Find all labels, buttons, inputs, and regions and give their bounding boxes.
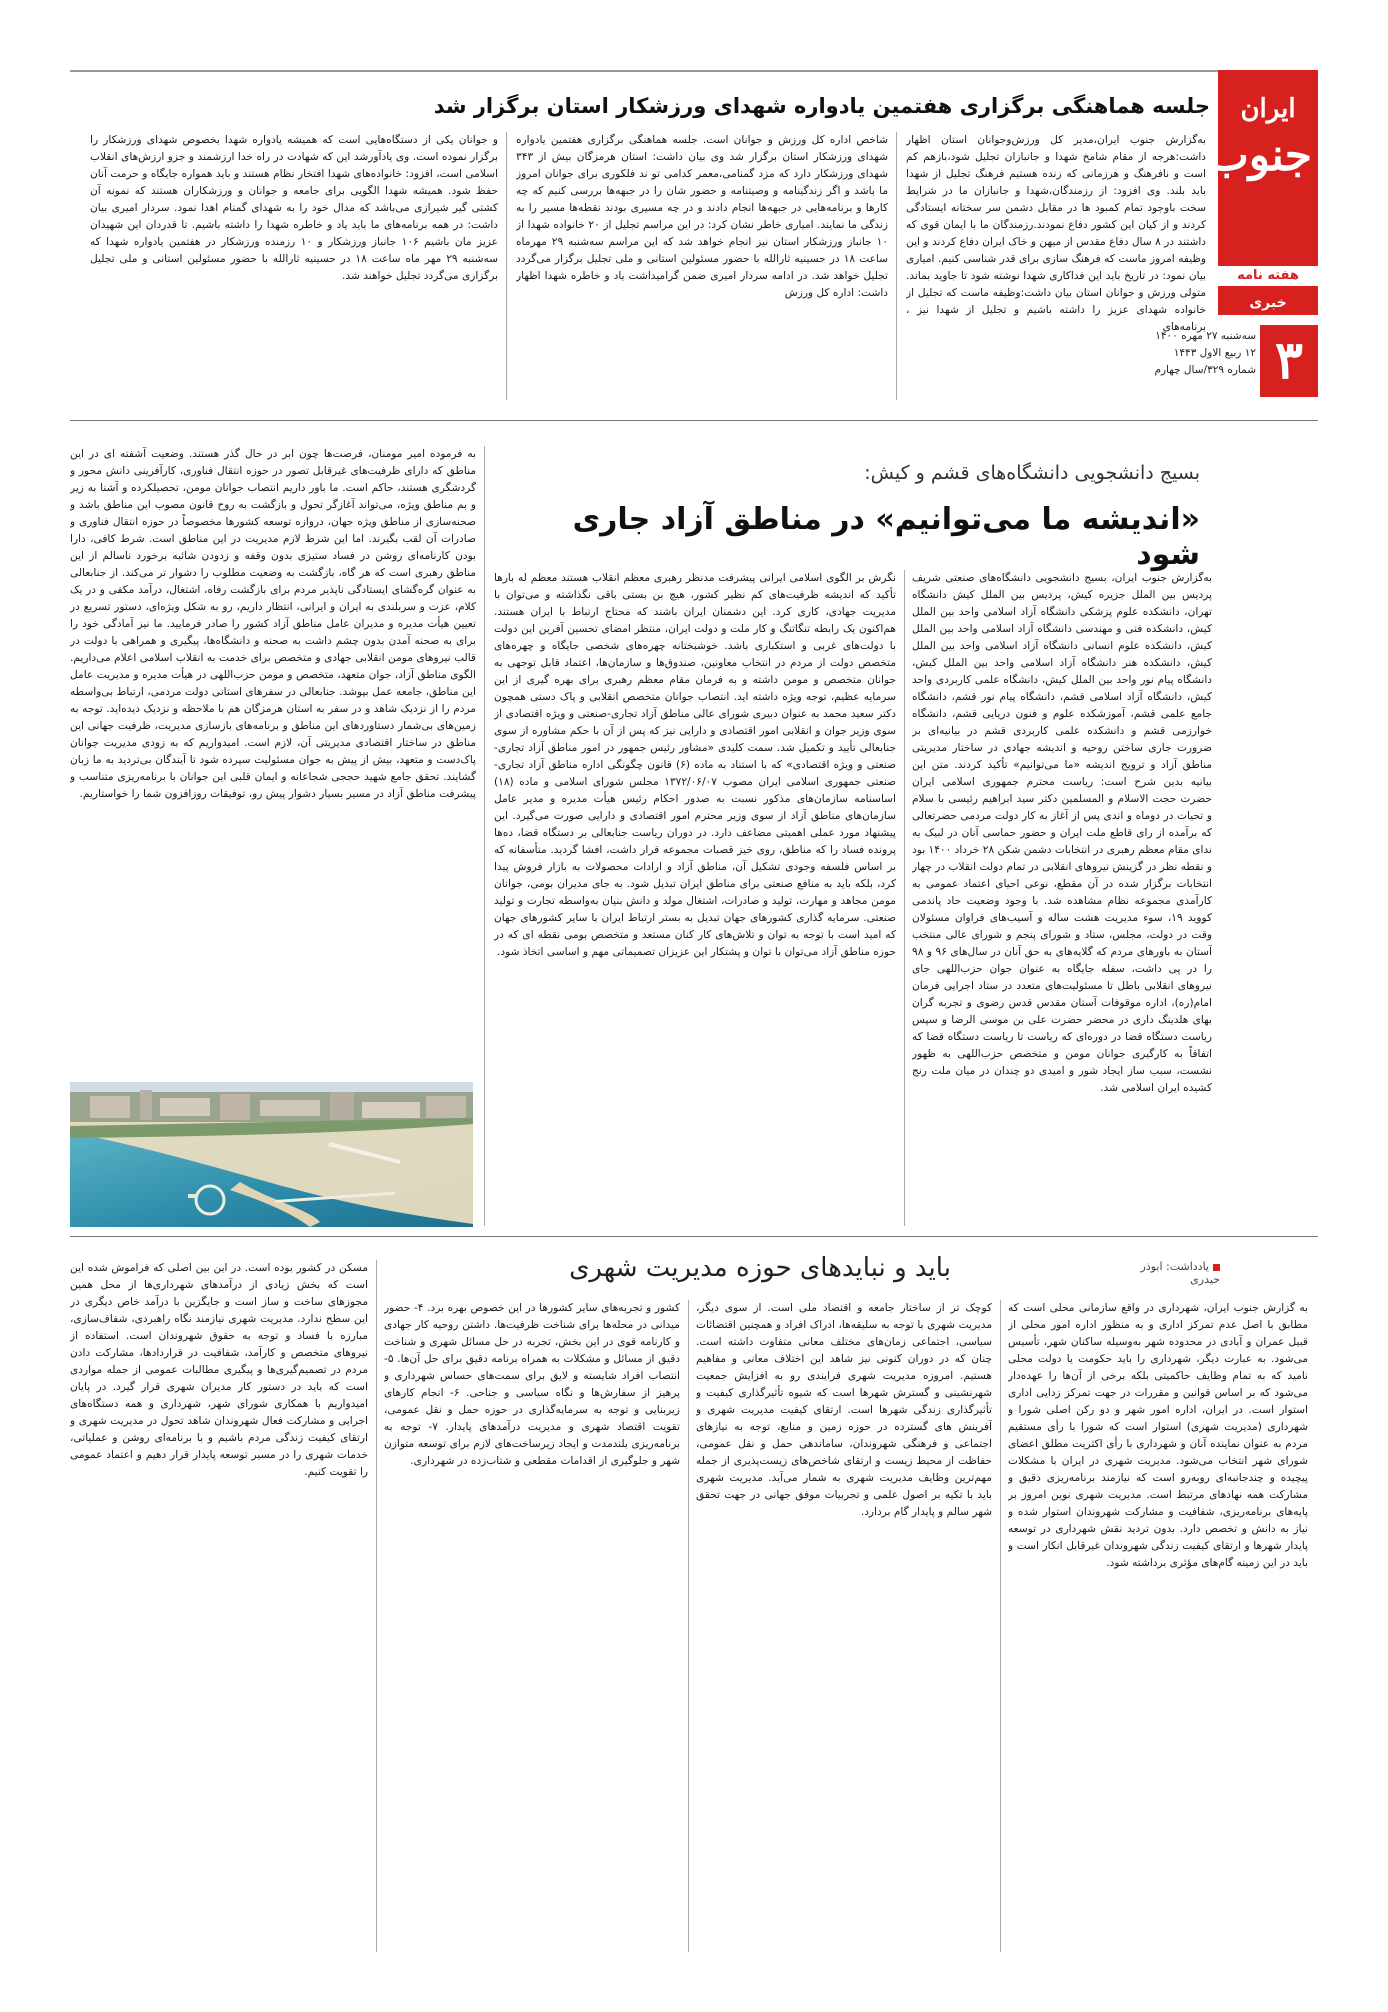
byline-bullet-icon	[1213, 1264, 1220, 1271]
article1-headline: جلسه هماهنگی برگزاری هفتمین یادواره شهدای ورزشکار استان برگزار شد	[433, 94, 1210, 118]
date-line: سه‌شنبه ۲۷ مهره ۱۴۰۰	[1155, 330, 1256, 342]
article2-column: نگرش بر الگوی اسلامی ایرانی پیشرفت مدنظر رهبری معظم انقلاب هستند معظم له بارها تأکید که اندیشه ظرفیت‌های کم نظیر کشور، هیچ بن بستی باقی نگذاشته و می‌توان با مدیریت جهادی، کاری کرد. این دشمنان ایران باشند که محتاج ارتباط با ایران هستند. هم‌اکنون یک رابطه تنگاتنگ و کار ملت و دولت ایران، منتظر امضای تحسین آفرین این دولت با دولت‌های غربی و استکباری باشد. خوشبختانه چهره‌های شخصی جایگاه و چهره‌های متخصص دولت از مردم در انتخاب معاونین، صندوق‌ها و سازمان‌ها، اعتماد قابل توجهی به جوانان متخصص و مومن داشته و به فرمان مقام معظم رهبری برای بهره گیری از این سرمایه عظیم، توجه ویژه داشته اید. انتصاب جوانان متخصص انقلابی و پاک دستی همچون دکتر سعید محمد به عنوان دبیری شورای عالی مناطق آزاد تجاری-صنعتی و ویژه اقتصادی از سوی وزیر جوان و انقلابی امور اقتصادی و دارایی نیز که پس از آن با حکم مشاوره از سوی جنابعالی تأیید و تکمیل شد. سمت کلیدی «مشاور رئیس جمهور در امور مناطق آزاد تجاری-صنعتی و ویژه اقتصادی» که با استناد به ماده (۶) قانون چگونگی اداره مناطق آزاد تجاری-صنعتی جمهوری اسلامی ایران مصوب ۱۳۷۲/۰۶/۰۷ مجلس شورای اسلامی و ماده (۱۸) اساسنامه سازمان‌های مذکور نسبت به صدور احکام رئیس هیأت مدیره و مدیر عامل سازمان‌های مناطق آزاد از سوی وزیر محترم امور اقتصادی و دارایی صورت می‌گیرد. این پیشنهاد مورد عملی اهمیتی مضاعف دارد. در دوران ریاست جنابعالی بر دستگاه قضا، ده‌ها پرونده فساد را که مناطق، روی خیز قصبات مجموعه قرار داشت، افشا گردید. متأسفانه که بر اساس فلسفه وجودی تشکیل آن، مناطق آزاد و ارادات محصولات به بازار فروش پیدا کرد، بلکه باید به منافع صنعتی برای مناطق ایران تبدیل شود. به جای مدیران بومی، جوانان مومن مجاهد و مهارت، تولید و صادرات، اشتغال مولد و دانش بنیان به‌واسطه تجارت و تولید صنعتی. سرمایه گذاری کشورهای جهان تبدیل به بستر ارتباط ایران با سایر کشورهای جهان که امید است با توجه به توان و تلاش‌های کار کنان مستعد و متخصص بومی نقطه ای که در حوزه مناطق آزاد می‌توان با توان و پشتکار این عزیزان تصمیماتی مهم و اساسی اتخاذ شود.	[494, 572, 896, 958]
article1-column: شاخص اداره کل ورزش و جوانان است. جلسه هماهنگی برگزاری هفتمین یادواره شهدای ورزشکار استان برگزار شد وی بیان داشت: استان هرمزگان بیش از ۳۴۳ شهدای ورزشکار دارد که مزد گمنامی،معمر کدامی تو ند فلکوری برای جوانان امروز ما باشد و اگر زندگینامه و وصیتنامه و حضور شان را در جبهه‌ها بررسی کنیم که چه کارها و برنامه‌هایی در جبهه‌ها انجام دادند و در چه مسیری بودند نقطه‌ها مسیر را به زندگی ما نمایند. امیاری خاطر نشان کرد: در این مراسم تجلیل از ۲۰ خانواده شهدا از ۱۰ جانباز ورزشکار استان نیز انجام خواهد شد که این مراسم سه‌شنبه ۲۹ مهرماه ساعت ۱۸ در حسینیه ثارالله با حضور مسئولین استانی و ملی تجلیل برگزار می‌گردد تجلیل خواهد شد. در ادامه سردار امیری ضمن گرامیداشت یاد و خاطره شهدا اظهار داشت: اداره کل ورزش	[516, 134, 888, 299]
logo-red-block	[1207, 70, 1318, 315]
article2-column: به فرموده امیر مومنان، فرصت‌ها چون ابر در حال گذر هستند. وضعیت آشفته ای در این مناطق که دارای ظرفیت‌های غیرقابل تصور در حوزه انتقال فناوری، کارآفرینی دانش محور و گردشگری هستند، حاکم است. ما باور داریم انتصاب جوانان مومن، تحصیلکرده و آشنا به زیر و بم مناطق ویژه، می‌تواند آغازگر تحول و بازگشت به روح قانون مصوب این مناطق باشد و صحنه‌سازی از مناطق ویژه جهان، دروازه توسعه کشورها مخصوصاً در حوزه انتقال فناوری و صادرات آن لقب بگیرند. اما این شرط لازم مدیریت در این مناطق است. شرط کافی، دارا بودن کارنامه‌ای روشن در فساد ستیزی بدون وقفه و زدودن شائبه برخورد ناسالم از این مناطق رهبری است که هر گاه، بازگشت به وضعیت مطلوب را دشوار تر می‌کند. از جنابعالی به عنوان گره‌گشای ایستادگی ناپذیر مردم برای بازگشت رفاه، اشتغال، درآمد مکفی و در یک کلام، عزت و سربلندی به ایران و ایرانی، انتظار داریم، رو به شکل ویژه‌ای، دستور تسریع در تعیین هیأت مدیره و مدیران عامل مناطق آزاد کشور را صادر فرمایید. ما نیز آمادگی خود را برای به صحنه آمدن بدون چشم داشت به صحنه و دانشگاه‌ها، پیگیری و همراهی با دولت در قالب نیروهای مومن انقلابی جهادی و متخصص برای خدمت به انقلاب اسلامی اعلام می‌داریم. الگوی مناطق آزاد، جوان متعهد، متخصص و مومن حزب‌اللهی در هیأت مدیره و مدیریت عامل این مناطق، جامعه عمل بپوشد. جنابعالی در سفرهای استانی دولت مردمی، ارتباط بی‌واسطه مردم را از نزدیک شاهد و در سفر به استان هرمزگان هم با ملاحظه و نزدیک دیده‌اید. توجه به زمین‌های بی‌شمار دستاوردهای این مناطق و برنامه‌های بازسازی مدیریت، ظرفیت جهانی این مناطق در ساختار اقتصادی مدیریتی آن، لازم است. امیدواریم که به زودی مدیریت جوانان پاک‌دست و متعهد، بیش از پیش به جوان مسئولیت سپرده شود تا آیندگان بی‌تردید به ما زبان گشایند. تحقق جامع شهید حججی شجاعانه و ایمان قلبی این جوانان با برنامه‌ریزی متناسب و پیشرفت مناطق آزاد در مسیر بسیار دشوار پیش رو، توفیقات روزافزون شما را خواستاریم.	[70, 448, 476, 800]
column-divider	[484, 446, 485, 1226]
coastline-aerial-photo	[70, 1082, 473, 1227]
page-number: ۳	[1260, 325, 1318, 397]
article3-column: کشور و تجربه‌های سایر کشورها در این خصوص بهره برد. ۴- حضور میدانی در محله‌ها برای شناخت ظرفیت‌ها. داشتن روحیه کار جهادی و کارنامه قوی در این بخش، تجربه در حل مسائل شهری و شناخت دقیق از مسائل و مشکلات به همراه برنامه دقیق برای حل آن‌ها. ۵- انتصاب افراد شایسته و لایق برای سمت‌های حساس شهرداری و پرهیز از سفارش‌ها و نگاه سیاسی و جناحی. ۶- انجام کارهای زیربنایی و توجه به سرمایه‌گذاری در حوزه حمل و نقل عمومی، تقویت اقتصاد شهری و مدیریت درآمدهای پایدار. ۷- توجه به برنامه‌ریزی بلندمدت و ایجاد زیرساخت‌های لازم برای توسعه متوازن شهر و جلوگیری از اقدامات مقطعی و شتاب‌زده در شهرداری.	[384, 1302, 680, 1467]
column-divider	[506, 132, 507, 400]
article1-column: به‌گزارش جنوب ایران،مدیر کل ورزش‌وجوانان استان اظهار داشت:هرجه از مقام شامخ شهدا و جانبازان تجلیل شود،بازهم کم است و نافرهنگ و هرزمانی که زنده هستیم فرهنگ تجلیل از شهدا باید بلند. وی افزود: از رزمندگان،شهدا و جانبازان ما در شرایط سخت باوجود تمام کمبود ها در مقابل دشمن سر سختانه ایستادگی کردند و از کیان این کشور دفاع نمودند.رزمندگان ما با ایمان قوی که داشتند در ۸ سال دفاع مقدس از میهن و خاک ایران دفاع کردند و این وظیفه امروز ماست که فرهنگ سازی برای قدر شناسی کنیم. امیاری بیان نمود: در تاریخ باید این فداکاری شهدا نوشته شود تا جاوید بماند. متولی ورزش و جوانان استان بیان داشت:وظیفه ماست که تجلیل از خانواده شهدای عزیز را داشته باشیم و تجلیل از شهدا نیز ، برنامه‌های	[906, 134, 1206, 333]
column-divider	[688, 1300, 689, 1952]
logo-wordmark	[1207, 94, 1312, 188]
article3-column: کوچک تر از ساختار جامعه و اقتصاد ملی است. از سوی دیگر، مدیریت شهری با توجه به سلیقه‌ها، ادراک افراد و همچنین اقتضائات سیاسی، اجتماعی زمان‌های مختلف معانی متفاوت داشته است. چنان که در دوران کنونی نیز شاهد این اختلاف معانی و مفاهیم هستیم. امروزه مدیریت شهری فرایندی رو به افزایش جمعیت شهرنشینی و گسترش شهرها است که شیوه تأثیرگذاری کیفیت و تأثیرگذاری زندگی شهرها است. ارتقای کیفیت مدیریت شهری و آفرینش های گسترده در حوزه زمین و منابع، توجه به نیازهای اجتماعی و فرهنگی شهروندان، ساماندهی حمل و نقل عمومی، حفاظت از محیط زیست و ارتقای شاخص‌های زیست‌پذیری از جمله مهم‌ترین وظایف مدیریت شهری به شمار می‌آید. مدیریت شهری باید با تکیه بر اصول علمی و تجربیات موفق جهانی در جهت تحقق شهر سالم و پایدار گام بردارد.	[696, 1302, 992, 1518]
date-line: ۱۲ ربیع الاول ۱۴۴۳	[1173, 347, 1256, 359]
section-rule	[70, 420, 1318, 421]
byline-label: یادداشت	[1169, 1260, 1209, 1273]
section-rule	[70, 1236, 1318, 1237]
byline-author: ابوذر حیدری	[1140, 1260, 1220, 1286]
coastline-photo-image	[70, 1082, 473, 1227]
article3-headline: باید و نباید‌های حوزه مدیریت شهری	[569, 1253, 951, 1283]
weekly-label: هفته نامه	[1218, 266, 1318, 286]
article1-column: و جوانان یکی از دستگاه‌هایی است که همیشه یادواره شهدا بخصوص شهدای ورزشکار را برگزار نموده است. وی یادآورشد این که شهادت در راه خدا ارزشمند و جزو ارزش‌های انقلاب اسلامی است، افزود: خانواده‌های شهدا افتخار نظام هستند و باید همواره جایگاه و حرمت آنان حفظ شود. همیشه شهدا الگویی برای جامعه و جوانان و ورزشکاران هستند که نمونه آن کشتی گیر شیرازی می‌باشد که مدال خود را به شهدای گمنام اهدا نمود. سردار امیری بیان داشت: در همه برنامه‌های ما باید یاد و خاطره شهدا را داشته باشیم. تا قدردان این شهیدان عزیز مان باشیم ۱۰۶ جانباز ورزشکار و ۱۰ رزمنده ورزشکار در هفتمین یادواره شهدا که سه‌شنبه ۲۹ مهر ماه ساعت ۱۸ در حسینیه ثارالله با حضور مسئولین استانی و ملی تجلیل برگزاری می‌گردد تجلیل خواهند شد.	[90, 134, 498, 282]
article2-headline: «اندیشه ما می‌توانیم» در مناطق آزاد جاری شود	[572, 502, 1200, 572]
date-line: شماره ۳۲۹/سال چهارم	[1154, 364, 1256, 376]
article2-column: به‌گزارش جنوب ایران، بسیج دانشجویی دانشگاه‌های صنعتی شریف پردیس بین الملل جزیره کیش، پردیس بین الملل کیش دانشگاه تهران، دانشکده علوم پزشکی دانشگاه آزاد اسلامی واحد بین الملل کیش، دانشکده فنی و مهندسی دانشگاه آزاد اسلامی واحد بین الملل کیش، دانشکده علوم انسانی دانشگاه آزاد اسلامی واحد بین الملل کیش، دانشکده هنر دانشگاه آزاد اسلامی واحد بین الملل کیش، دانشگاه پیام نور واحد بین الملل کیش، دانشگاه علمی کاربردی واحد کیش، دانشگاه آزاد اسلامی قشم، دانشگاه پیام نور قشم، دانشگاه جامع علمی قشم، آموزشکده علوم و فنون دریایی قشم، دانشگاه خوارزمی قشم و دانشکده علمی کاربردی قشم در بیانیه‌ای بر ضرورت جاری ساختن روحیه و اندیشه جهادی در ساختار مدیریتی مناطق آزاد و ترویج اندیشه «ما می‌توانیم» تأکید کردند. متن این بیانیه بدین شرح است: ریاست محترم جمهوری اسلامی ایران حضرت حجت الاسلام و المسلمین دکتر سید ابراهیم رئیسی با سلام و تحیات در دوماه و اندی پس از آغاز به کار دولت مردمی حضرتعالی که برآمده از رای قاطع ملت ایران و حضور حماسی آنان در لبیک به ندای مقام معظم رهبری در انتخابات دشمن شکن ۲۸ خرداد ۱۴۰۰ بود و نقطه نظر در گزینش نیروهای انقلابی در تمام دولت انقلاب در چهار انتخابات برگزار شده در آن مقطع، نوعی احیای اعتماد عمومی به کارآمدی مجموعه نظام مشاهده شد. با وجود وضعیت حاد پاندمی کووید ۱۹، سوء مدیریت هشت ساله و آسیب‌های فراوان مسئولان وقت در دولت، مجلس، ستاد و شورای پنجم و شورای عالی منتخب آستان به باورهای مردم که گلایه‌های به حق آنان در سال‌های ۹۶ و ۹۸ را در پی داشت، سفله جایگاه به عنوان جوان حزب‌اللهی جای نیروهای انقلابی باطل تا مسئولیت‌های متعدد در ستاد اجرایی فرمان امام(ره)، اداره موقوفات آستان مقدس قدس رضوی و تجربه گران بهای هلدینگ داری در محضر حضرت علی بن موسی الرضا و سپس ریاست دستگاه قضا در دوره‌ای که ریاست تا ریاست دستگاه قضا که اتفاقاً به کارگیری جوانان مومن و متخصص حزب‌اللهی به ظهور نشست، سبب ساز ایجاد شور و امیدی دو چندان در میان ملت رنج کشیده ایران اسلامی شد.	[912, 572, 1212, 1094]
newspaper-page	[70, 70, 1318, 1960]
column-divider	[904, 570, 905, 1226]
article3-column: مسکن در کشور بوده است. در این بین اصلی که فراموش شده این است که بخش زیادی از درآمدهای شهرداری‌ها از محل همین مجوزهای ساخت و ساز است و جایگزین با درآمد خاص دیگری در این سطح ندارد. مدیریت شهری نیازمند نگاه راهبردی، شفاف‌سازی، مبارزه با فساد و توجه به حقوق شهروندان است. استفاده از نیروهای متخصص و کارآمد، شفافیت در قراردادها، مشارکت دادن مردم در تصمیم‌گیری‌ها و پیگیری مطالبات عمومی از جمله مواردی است که باید در دستور کار مدیران شهری قرار گیرد. در پایان امیدواریم با همکاری شورای شهر، شهرداری و همه دستگاه‌های اجرایی و مشارکت فعال شهروندان شاهد تحول در مدیریت شهری و ارتقای کیفیت زندگی مردم باشیم و با برنامه‌ای روشن و عملیاتی، خدمات شهری را در مسیر توسعه پایدار قرار دهیم و اعتماد عمومی را تقویت کنیم.	[70, 1262, 368, 1478]
top-rule	[70, 70, 1318, 72]
column-divider	[376, 1260, 377, 1952]
article2-kicker: بسیج دانشجویی دانشگاه‌های قشم و کیش:	[864, 462, 1200, 484]
column-divider	[1000, 1300, 1001, 1952]
section-label: خبری	[1249, 295, 1287, 311]
article3-byline: یادداشت: ابوذر حیدری	[1140, 1260, 1220, 1286]
logo-jonub-text: جنوب	[1207, 130, 1312, 181]
column-divider	[896, 132, 897, 400]
article3-column: به گزارش جنوب ایران، شهرداری در واقع سازمانی محلی است که مطابق با اصل عدم تمرکز اداری و به منظور اداره امور محلی از قبیل عمران و آبادی در محدوده شهر به‌وسیله ساکنان شهر، تأسیس می‌شود. به عبارت دیگر، شهرداری را باید حکومت یا دولت محلی نامید که به تمام وظایف حاکمیتی بلکه برخی از آن‌ها را عهده‌دار می‌شود که بر اساس قوانین و مقررات در جهت تمرکز زدایی اداری استوار است. در ایران، اداره امور شهر و دو رکن اصلی شورا و شهرداری (مدیریت شهری) استوار است که شورا با رأی مستقیم مردم به عنوان نماینده آنان و شهرداری با رأی اکثریت مطلق اعضای شورای شهر انتخاب می‌شود. مدیریت شهری در ایران با مشکلات پیچیده و چندجانبه‌ای روبه‌رو است که نیازمند برنامه‌ریزی دقیق و مشارکت همه نهادهای مرتبط است. مدیریت شهری نوین امروز بر پایه‌های برنامه‌ریزی، شفافیت و مشارکت شهروندان استوار شده و نیاز به دانش و تخصص دارد. بدون تردید نقش شهرداری در توسعه پایدار شهرها و ارتقای کیفیت زندگی شهروندان غیرقابل انکار است و باید در این زمینه گام‌های مؤثری برداشته شود.	[1008, 1302, 1308, 1569]
logo-iran-text: ایران	[1240, 94, 1296, 124]
